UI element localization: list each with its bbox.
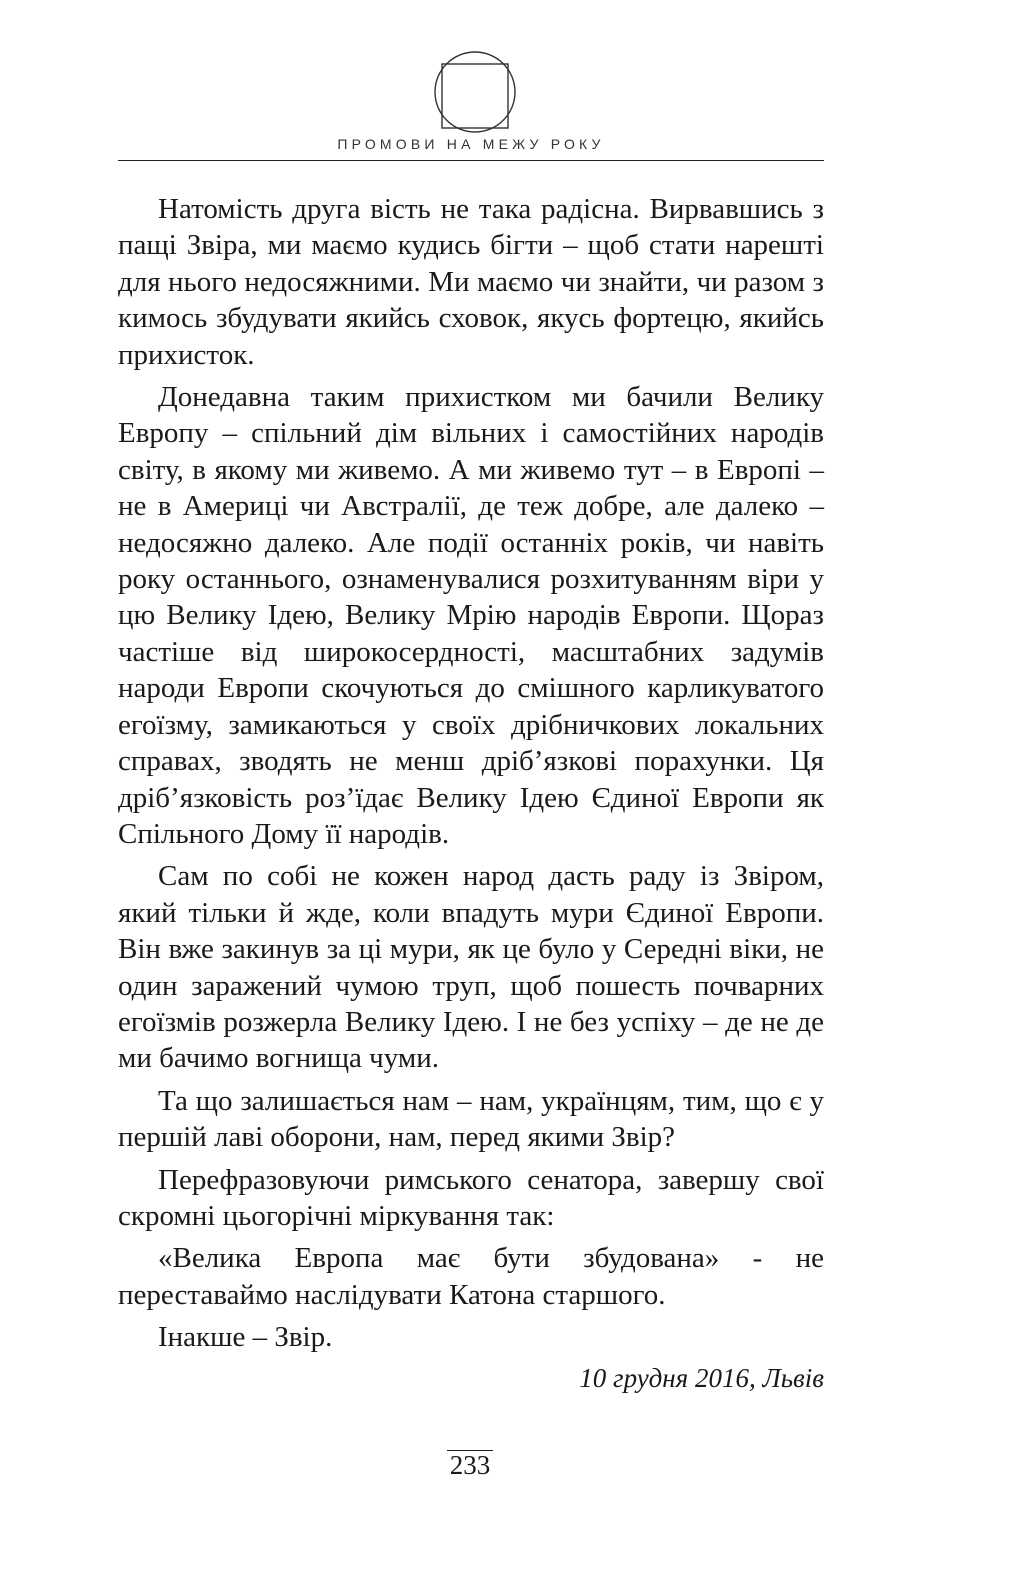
- running-header: ПРОМОВИ НА МЕЖУ РОКУ: [337, 136, 605, 152]
- header-rule: [118, 160, 824, 161]
- paragraph-2: Донедавна таким прихистком ми бачили Велику Европу – спільний дім вільних і самостійних народів світу, в якому ми живемо. А ми живемо тут – в Европі – не в Америці чи Австралії, де теж добре, але далеко – недосяжно далеко. Але події останніх років, чи навіть року останнього, ознаменувалися розхитуванням віри у цю Велику Ідею, Велику Мрію народів Европи. Щораз частіше від широкосердності, масштабних задумів народи Европи скочуються до смішного карликуватого егоїзму, замикаються у своїх дрібничкових локальних справах, зводять не менш дріб’язкові порахунки. Ця дріб’язковість роз’їдає Велику Ідею Єдиної Европи як Спільного Дому її народів.: [118, 381, 824, 850]
- paragraph-3: Сам по собі не кожен народ дасть раду із Звіром, який тільки й жде, коли впадуть мури Єдиної Европи. Він вже закинув за ці мури, як це було у Середні віки, не один заражений чумою труп, щоб пошесть почварних егоїзмів розжерла Велику Ідею. І не без успіху – де не де ми бачимо вогнища чуми.: [118, 860, 824, 1075]
- paragraph-5: Перефразовуючи римського сенатора, завершу свої скромні цьогорічні міркування так:: [118, 1163, 824, 1232]
- date-place-signature: 10 грудня 2016, Львів: [579, 1363, 824, 1393]
- page-number: 233: [449, 1450, 491, 1480]
- circle-square-emblem-icon: [433, 50, 517, 134]
- paragraph-4: Та що залишається нам – нам, українцям, тим, що є у першій лаві оборони, нам, перед якими Звір?: [118, 1084, 824, 1154]
- paragraph-7: Інакше – Звір.: [158, 1321, 333, 1354]
- paragraph-1: Натомість друга вість не така радісна. Вирвавшись з пащі Звіра, ми маємо кудись бігти – щоб стати нарешті для нього недосяжними. Ми маємо чи знайти, чи разом з кимось збудувати якийсь сховок, якусь фортецю, якийсь прихисток.: [118, 193, 824, 371]
- paragraph-6: «Велика Европа має бути збудована» - не переставаймо наслідувати Катона старшого.: [118, 1242, 824, 1311]
- body-text: [118, 191, 824, 1362]
